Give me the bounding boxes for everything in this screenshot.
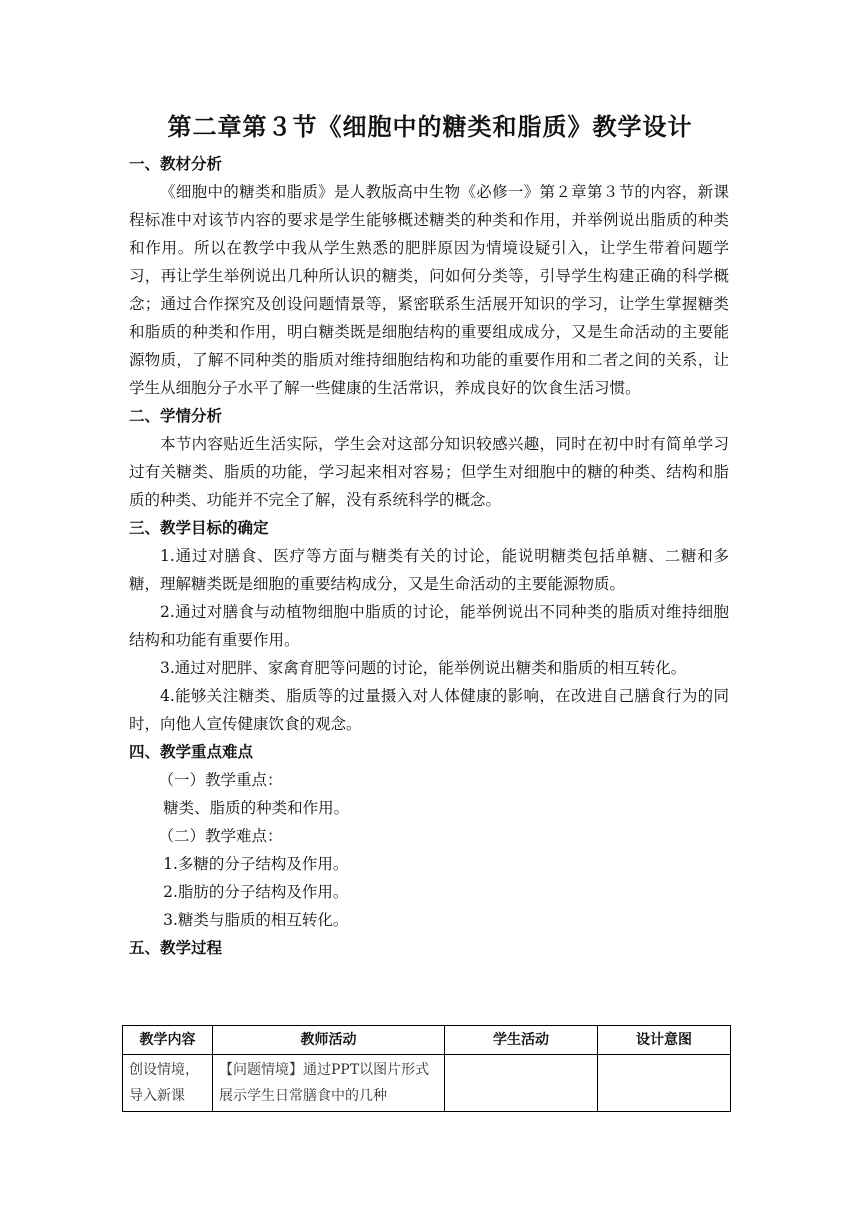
header-teaching-content: 教学内容 [123,1026,213,1055]
document-title: 第二章第３节《细胞中的糖类和脂质》教学设计 [167,113,693,141]
document-body [129,150,729,962]
objective-item-3: 3.通过对肥胖、家禽育肥等问题的讨论，能举例说出糖类和脂质的相互转化。 [160,659,687,677]
paragraph-textbook-analysis: 《细胞中的糖类和脂质》是人教版高中生物《必修一》第２章第３节的内容，新课程标准中对该节内容的要求是学生能够概述糖类的种类和作用，并举例说出脂质的种类和作用。所以在教学中我从学生熟悉的肥胖原因为情境设疑引入，让学生带着问题学习，再让学生举例说出几种所认识的糖类，问如何分类等，引导学生构建正确的科学概念；通过合作探究及创设问题情景等，紧密联系生活展开知识的学习，让学生掌握糖类和脂质的种类和作用，明白糖类既是细胞结构的重要组成成分，又是生命活动的主要能源物质，了解不同种类的脂质对维持细胞结构和功能的重要作用和二者之间的关系，让学生从细胞分子水平了解一些健康的生活常识，养成良好的饮食生活习惯。 [129,183,729,397]
header-student-activity: 学生活动 [445,1026,598,1055]
objective-item-4: 4.能够关注糖类、脂质等的过量摄入对人体健康的影响，在改进自己膳食行为的同时，向他人宣传健康饮食的观念。 [129,687,729,733]
section-heading-textbook-analysis: 一、教材分析 [129,155,223,173]
objective-item-2: 2.通过对膳食与动植物细胞中脂质的讨论，能举例说出不同种类的脂质对维持细胞结构和功能有重要作用。 [129,603,729,649]
difficult-point-item-3: 3.糖类与脂质的相互转化。 [163,911,349,929]
objective-item-1: 1.通过对膳食、医疗等方面与糖类有关的讨论，能说明糖类包括单糖、二糖和多糖，理解糖类既是细胞的重要结构成分，又是生命活动的主要能源物质。 [129,547,729,593]
header-design-intent: 设计意图 [598,1026,731,1055]
section-heading-key-difficult-points: 四、教学重点难点 [129,743,254,761]
difficult-point-item-1: 1.多糖的分子结构及作用。 [163,855,349,873]
cell-teacher-activity: 【问题情境】通过PPT以图片形式展示学生日常膳食中的几种 [213,1055,445,1112]
cell-student-activity [445,1055,598,1112]
difficult-points-label: （二）教学难点： [158,827,283,845]
key-points-text: 糖类、脂质的种类和作用。 [163,799,350,817]
difficult-point-item-2: 2.脂肪的分子结构及作用。 [163,883,349,901]
cell-design-intent [598,1055,731,1112]
paragraph-learner-analysis: 本节内容贴近生活实际，学生会对这部分知识较感兴趣，同时在初中时有简单学习过有关糖类、脂质的功能，学习起来相对容易；但学生对细胞中的糖的种类、结构和脂质的种类、功能并不完全了解，没有系统科学的概念。 [129,435,729,509]
section-heading-teaching-process: 五、教学过程 [129,939,223,957]
header-teacher-activity: 教师活动 [213,1026,445,1055]
cell-teaching-content: 创设情境，导入新课 [123,1055,213,1112]
key-points-label: （一）教学重点： [158,771,283,789]
teaching-process-table [122,1025,731,1112]
section-heading-teaching-objectives: 三、教学目标的确定 [129,519,269,537]
section-heading-learner-analysis: 二、学情分析 [129,407,223,425]
table-header-row [123,1026,731,1055]
table-row [123,1055,731,1112]
